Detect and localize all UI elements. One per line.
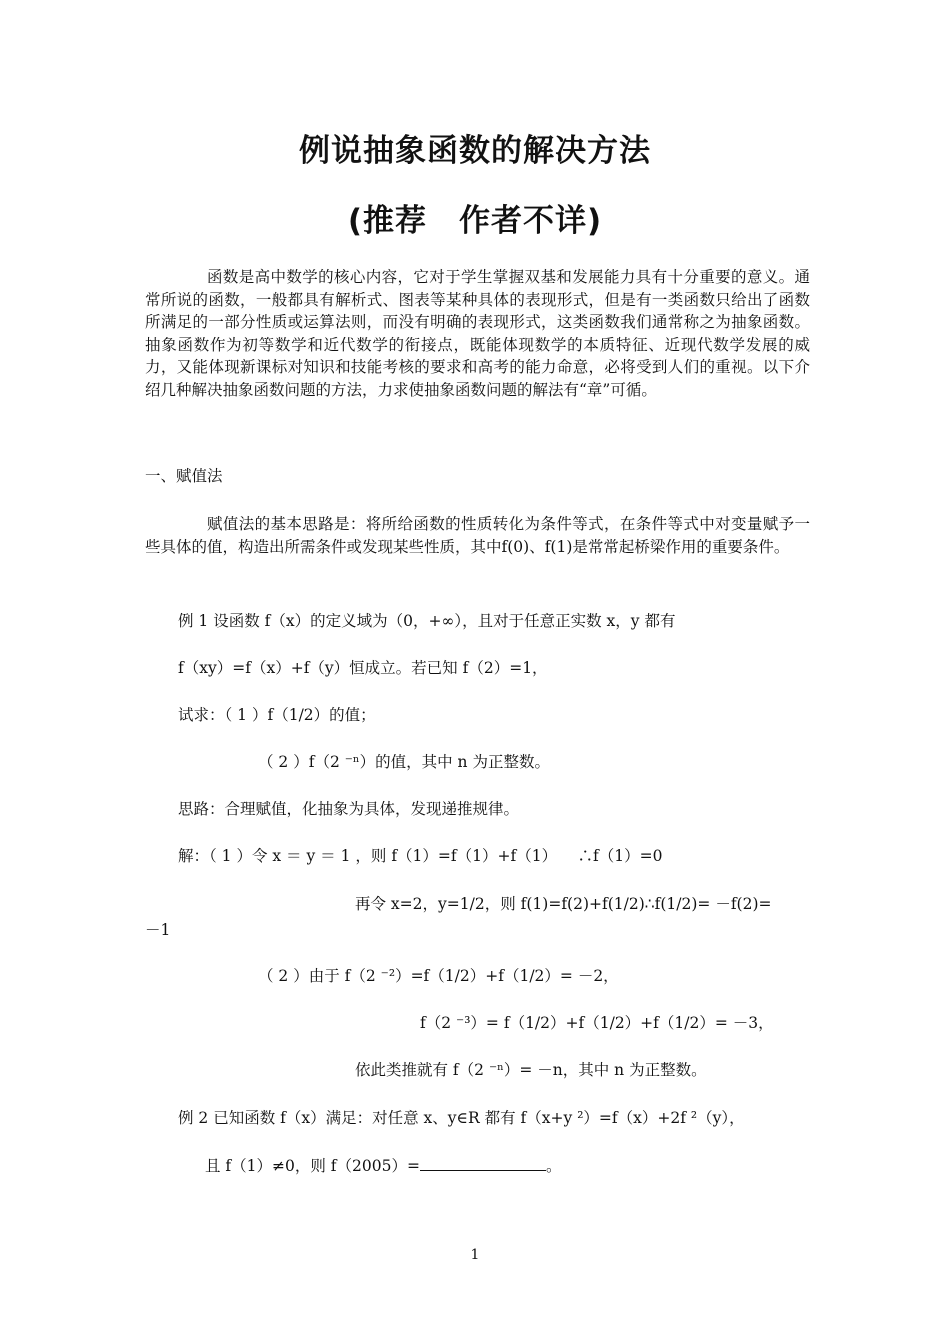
example1-statement: 例 1 设函数 f（x）的定义域为（0，+∞），且对于任意正实数 x，y 都有	[178, 612, 676, 630]
answer-blank	[420, 1155, 546, 1171]
page-title: 例说抽象函数的解决方法	[299, 133, 651, 169]
page-number: 1	[470, 1247, 480, 1263]
method-description: 赋值法的基本思路是：将所给函数的性质转化为条件等式，在条件等式中对变量赋予一些具体的值，构造出所需条件或发现某些性质，其中f(0)、f(1)是常常起桥梁作用的重要条件。	[145, 515, 810, 556]
example2-question-end: 。	[545, 1157, 562, 1175]
example1-condition: f（xy）=f（x）+f（y）恒成立。若已知 f（2）=1，	[178, 659, 548, 677]
example1-hint: 思路：合理赋值，化抽象为具体，发现递推规律。	[178, 800, 520, 818]
page-subtitle: (推荐 作者不详)	[347, 203, 603, 239]
example2-question-text: 且 f（1）≠0，则 f（2005）=	[205, 1157, 420, 1175]
solution-step-2: 再令 x=2，y=1/2，则 f(1)=f(2)+f(1/2)∴f(1/2)= －f(2)=	[355, 895, 772, 913]
example1-question-2: （ 2 ）f（2 ⁻ⁿ）的值，其中 n 为正整数。	[258, 753, 550, 771]
solution-step-1: 解：（ 1 ）令 x ＝ y ＝ 1 ，则 f（1）=f（1）+f（1） ∴f（1）=0	[178, 847, 663, 865]
intro-paragraph: 函数是高中数学的核心内容，它对于学生掌握双基和发展能力具有十分重要的意义。通常所说的函数，一般都具有解析式、图表等某种具体的表现形式，但是有一类函数只给出了函数所满足的一部分性质或运算法则，而没有明确的表现形式，这类函数我们通常称之为抽象函数。抽象函数作为初等数学和近代数学的衔接点，既能体现数学的本质特征、近现代数学发展的威力，又能体现新课标对知识和技能考核的要求和高考的能力命意，必将受到人们的重视。以下介绍几种解决抽象函数问题的方法，力求使抽象函数问题的解法有“章”可循。	[145, 268, 810, 399]
solution-conclusion: 依此类推就有 f（2 ⁻ⁿ）= －n，其中 n 为正整数。	[355, 1061, 707, 1079]
solution-step-3: （ 2 ）由于 f（2 ⁻²）=f（1/2）+f（1/2）= －2，	[258, 967, 619, 985]
section-heading: 一、赋值法	[145, 467, 223, 485]
example1-question-1: 试求：（ 1 ）f（1/2）的值；	[178, 706, 376, 724]
example2-question	[205, 1155, 562, 1176]
solution-step-2-cont: －1	[145, 921, 171, 939]
example2-statement: 例 2 已知函数 f（x）满足：对任意 x、y∈R 都有 f（x+y ²）=f（x）+2f ²（y），	[178, 1109, 745, 1127]
solution-step-4: f（2 ⁻³）= f（1/2）+f（1/2）+f（1/2）= －3，	[420, 1014, 774, 1032]
